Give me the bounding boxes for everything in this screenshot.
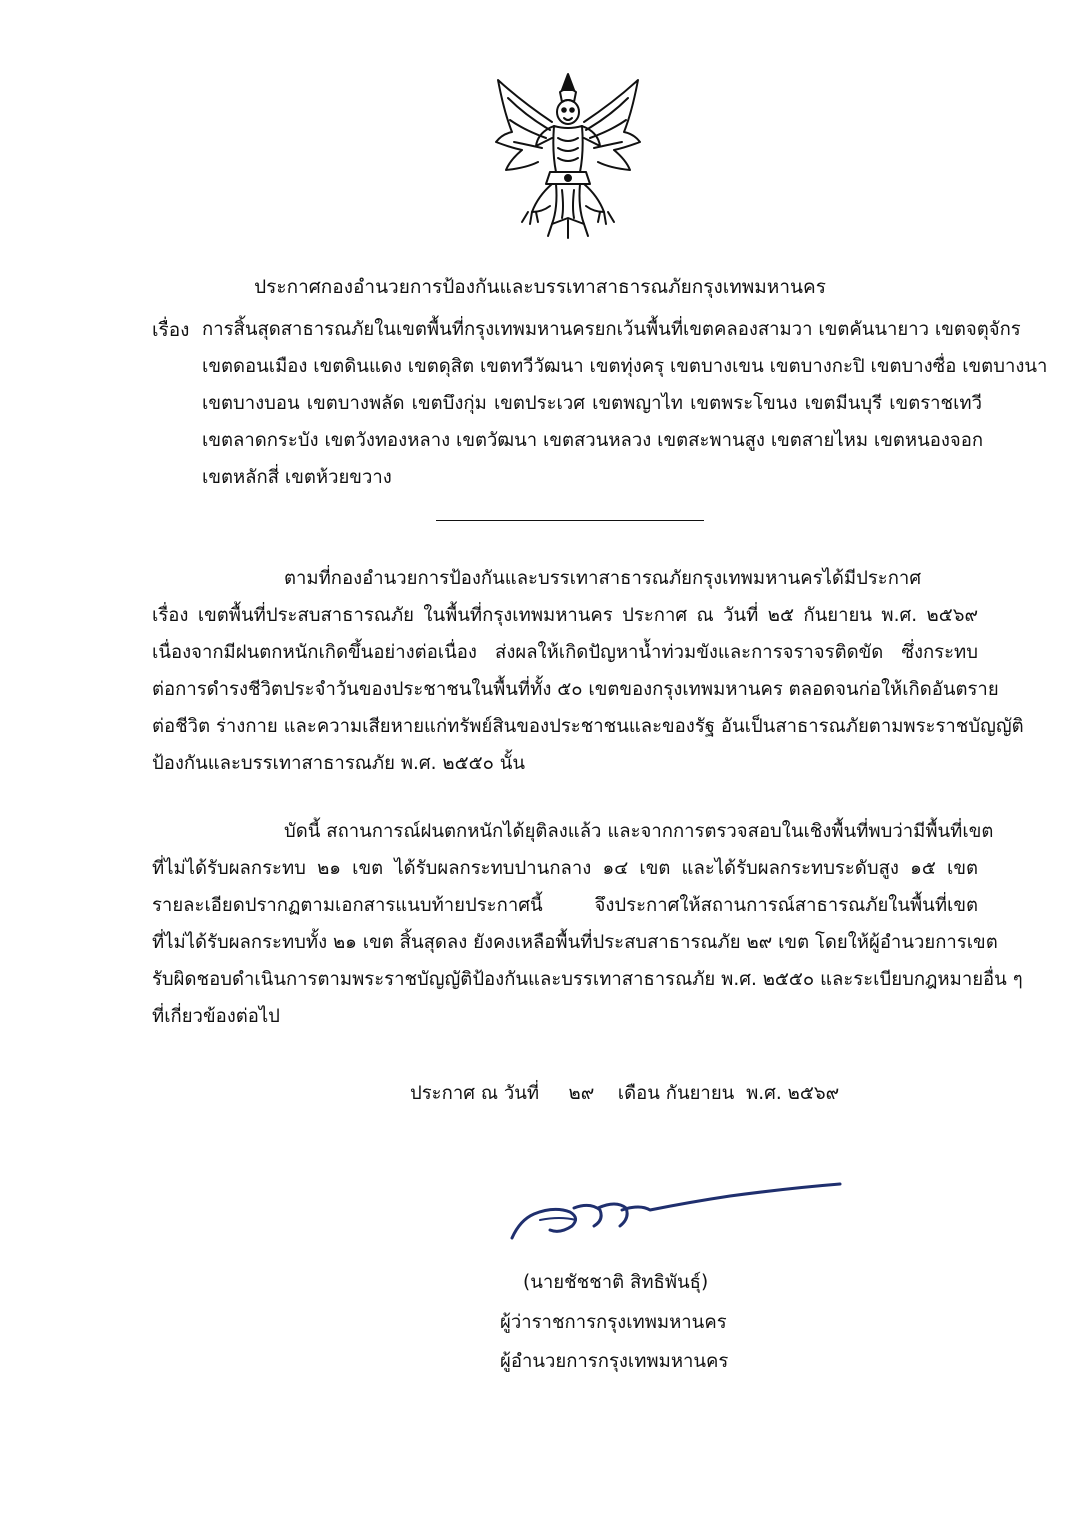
- paragraph-2-line: ที่เกี่ยวข้องต่อไป: [152, 1006, 280, 1027]
- paragraph-1-line: เนื่องจากมีฝนตกหนักเกิดขึ้นอย่างต่อเนื่อง ส่งผลให้เกิดปัญหาน้ำท่วมขังและการจราจรติดขัด ซึ่งกระทบ: [152, 642, 978, 663]
- garuda-emblem-icon: [492, 72, 644, 242]
- signatory-name: (นายชัชชาติ สิทธิพันธุ์): [523, 1272, 709, 1293]
- subject-label: เรื่อง: [152, 319, 190, 341]
- paragraph-2-line: รับผิดชอบดำเนินการตามพระราชบัญญัติป้องกันและบรรเทาสาธารณภัย พ.ศ. ๒๕๕๐ และระเบียบกฎหมายอื่น ๆ: [152, 969, 1023, 990]
- subject-line: การสิ้นสุดสาธารณภัยในเขตพื้นที่กรุงเทพมหานครยกเว้นพื้นที่เขตคลองสามวา เขตคันนายาว เขตจตุจักร: [202, 319, 1021, 340]
- signatory-position-director: ผู้อำนวยการกรุงเทพมหานคร: [500, 1351, 729, 1372]
- paragraph-2-line: ที่ไม่ได้รับผลกระทบทั้ง ๒๑ เขต สิ้นสุดลง ยังคงเหลือพื้นที่ประสบสาธารณภัย ๒๙ เขต โดยให้ผู้อำนวยการเขต: [152, 932, 998, 953]
- subject-line: เขตดอนเมือง เขตดินแดง เขตดุสิต เขตทวีวัฒนา เขตทุ่งครุ เขตบางเขน เขตบางกะปิ เขตบางซื่อ เขตบางนา: [202, 356, 1048, 377]
- paragraph-1-line: ป้องกันและบรรเทาสาธารณภัย พ.ศ. ๒๕๕๐ นั้น: [152, 753, 526, 774]
- paragraph-2-line: ที่ไม่ได้รับผลกระทบ ๒๑ เขต ได้รับผลกระทบปานกลาง ๑๔ เขต และได้รับผลกระทบระดับสูง ๑๕ เขต: [152, 858, 978, 879]
- announcement-date: ประกาศ ณ วันที่ ๒๙ เดือน กันยายน พ.ศ. ๒๕๖๙: [410, 1083, 840, 1104]
- subject-line: เขตลาดกระบัง เขตวังทองหลาง เขตวัฒนา เขตสวนหลวง เขตสะพานสูง เขตสายไหม เขตหนองจอก: [202, 430, 984, 451]
- paragraph-1-line: ต่อชีวิต ร่างกาย และความเสียหายแก่ทรัพย์สินของประชาชนและของรัฐ อันเป็นสาธารณภัยตามพระราชบัญญัติ: [152, 716, 1024, 737]
- section-divider: [436, 520, 704, 521]
- paragraph-1-line: เรื่อง เขตพื้นที่ประสบสาธารณภัย ในพื้นที่กรุงเทพมหานคร ประกาศ ณ วันที่ ๒๕ กันยายน พ.ศ. ๒๕๖๙: [152, 605, 978, 626]
- paragraph-1-line: ตามที่กองอำนวยการป้องกันและบรรเทาสาธารณภัยกรุงเทพมหานครได้มีประกาศ: [284, 568, 922, 589]
- announcement-title: ประกาศกองอำนวยการป้องกันและบรรเทาสาธารณภัยกรุงเทพมหานคร: [254, 276, 826, 298]
- subject-line: เขตบางบอน เขตบางพลัด เขตบึงกุ่ม เขตประเวศ เขตพญาไท เขตพระโขนง เขตมีนบุรี เขตราชเทวี: [202, 393, 982, 414]
- paragraph-2-line: บัดนี้ สถานการณ์ฝนตกหนักได้ยุติลงแล้ว และจากการตรวจสอบในเชิงพื้นที่พบว่ามีพื้นที่เขต: [284, 821, 994, 842]
- subject-line: เขตหลักสี่ เขตห้วยขวาง: [202, 467, 392, 488]
- paragraph-2-line: รายละเอียดปรากฏตามเอกสารแนบท้ายประกาศนี้ จึงประกาศให้สถานการณ์สาธารณภัยในพื้นที่เขต: [152, 895, 978, 916]
- signatory-position-governor: ผู้ว่าราชการกรุงเทพมหานคร: [500, 1312, 727, 1333]
- signature-mark: [500, 1180, 845, 1250]
- paragraph-1-line: ต่อการดำรงชีวิตประจำวันของประชาชนในพื้นที่ทั้ง ๕๐ เขตของกรุงเทพมหานคร ตลอดจนก่อให้เกิดอันตราย: [152, 679, 999, 700]
